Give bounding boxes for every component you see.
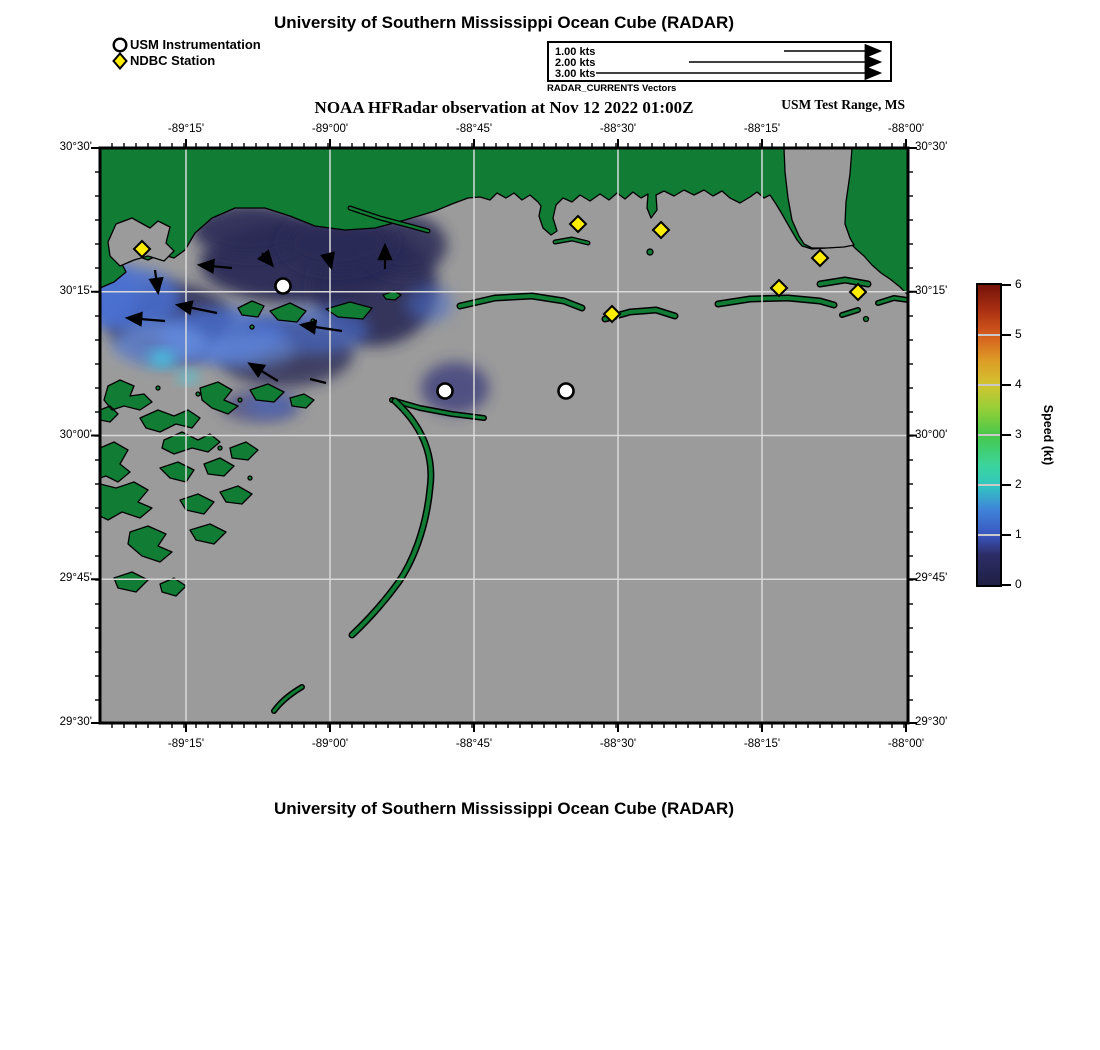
- usm-station-marker: [276, 279, 291, 294]
- colorbar-tick: [1002, 434, 1011, 436]
- vector-scale-label: 1.00 kts: [555, 46, 596, 58]
- islet: [218, 446, 222, 450]
- lat-label-left: 29°30': [59, 716, 92, 728]
- vector-scale-label: 2.00 kts: [555, 57, 596, 69]
- lon-label-bottom: -88°15': [743, 738, 781, 750]
- colorbar-gridline: [978, 484, 1000, 486]
- usm-station-marker: [559, 384, 574, 399]
- lon-label-top: -88°00': [887, 123, 925, 135]
- lat-label-right: 30°15': [915, 284, 948, 297]
- colorbar-title: Speed (kt): [1041, 404, 1055, 466]
- lat-label-right: 30°00': [915, 428, 948, 441]
- colorbar-tick-label: 3: [1015, 427, 1022, 441]
- lat-label-left: 29°45': [59, 572, 92, 585]
- lon-label-bottom: -88°45': [455, 738, 493, 750]
- lon-label-top: -89°15': [167, 123, 205, 135]
- colorbar-tick-label: 1: [1015, 527, 1022, 541]
- colorbar-gridline: [978, 334, 1000, 336]
- colorbar-gridline: [978, 534, 1000, 536]
- usm-station-marker: [438, 384, 453, 399]
- lat-label-left: 30°30': [59, 141, 92, 153]
- ndbc-diamond-icon: [112, 52, 130, 70]
- colorbar-tick: [1002, 584, 1011, 586]
- speed-patch: [204, 332, 296, 368]
- vector-scale-caption: RADAR_CURRENTS Vectors: [547, 83, 677, 94]
- lat-label-right: 29°45': [915, 572, 948, 585]
- islet: [248, 476, 252, 480]
- colorbar-tick: [1002, 484, 1011, 486]
- lat-label-right: 29°30': [915, 716, 948, 728]
- lon-label-bottom: -89°00': [311, 738, 349, 750]
- coastal-map: [84, 132, 924, 739]
- lat-label-left: 30°15': [59, 284, 92, 297]
- colorbar-tick-label: 0: [1015, 577, 1022, 591]
- region-label: USM Test Range, MS: [781, 97, 905, 112]
- colorbar-tick-label: 6: [1015, 277, 1022, 291]
- colorbar-tick-label: 5: [1015, 327, 1022, 341]
- speed-patch: [148, 351, 176, 367]
- lon-label-top: -88°45': [455, 123, 493, 135]
- islet: [864, 317, 869, 322]
- lon-label-bottom: -88°00': [887, 738, 925, 750]
- islet: [196, 392, 200, 396]
- lon-label-bottom: -89°15': [167, 738, 205, 750]
- legend-ndbc-label: NDBC Station: [130, 53, 216, 68]
- observation-subtitle: NOAA HFRadar observation at Nov 12 2022 01:00Z: [314, 98, 694, 117]
- bottom-title: University of Southern Mississippi Ocean Cube (RADAR): [273, 799, 734, 818]
- vector-scale-arrows: [549, 43, 890, 80]
- islet: [250, 325, 254, 329]
- page-title: University of Southern Mississippi Ocean Cube (RADAR): [273, 13, 734, 32]
- round-island: [647, 249, 653, 255]
- lon-label-top: -88°30': [599, 123, 637, 135]
- colorbar-gridline: [978, 384, 1000, 386]
- islet: [156, 386, 160, 390]
- islet: [311, 319, 315, 323]
- lat-label-left: 30°00': [59, 428, 92, 441]
- colorbar-tick: [1002, 284, 1011, 286]
- colorbar-tick-label: 4: [1015, 377, 1022, 391]
- lon-label-top: -88°15': [743, 123, 781, 135]
- colorbar-tick: [1002, 384, 1011, 386]
- lon-label-top: -89°00': [311, 123, 349, 135]
- legend-usm-label: USM Instrumentation: [130, 37, 261, 52]
- speed-patch: [421, 362, 489, 414]
- colorbar-tick-label: 2: [1015, 477, 1022, 491]
- lat-label-right: 30°30': [915, 141, 948, 153]
- colorbar-gridline: [978, 434, 1000, 436]
- lon-label-bottom: -88°30': [599, 738, 637, 750]
- colorbar-tick: [1002, 534, 1011, 536]
- speed-patch: [178, 371, 198, 383]
- islet: [238, 398, 242, 402]
- colorbar-tick: [1002, 334, 1011, 336]
- vector-scale-box: [547, 41, 892, 82]
- vector-scale-label: 3.00 kts: [555, 68, 596, 80]
